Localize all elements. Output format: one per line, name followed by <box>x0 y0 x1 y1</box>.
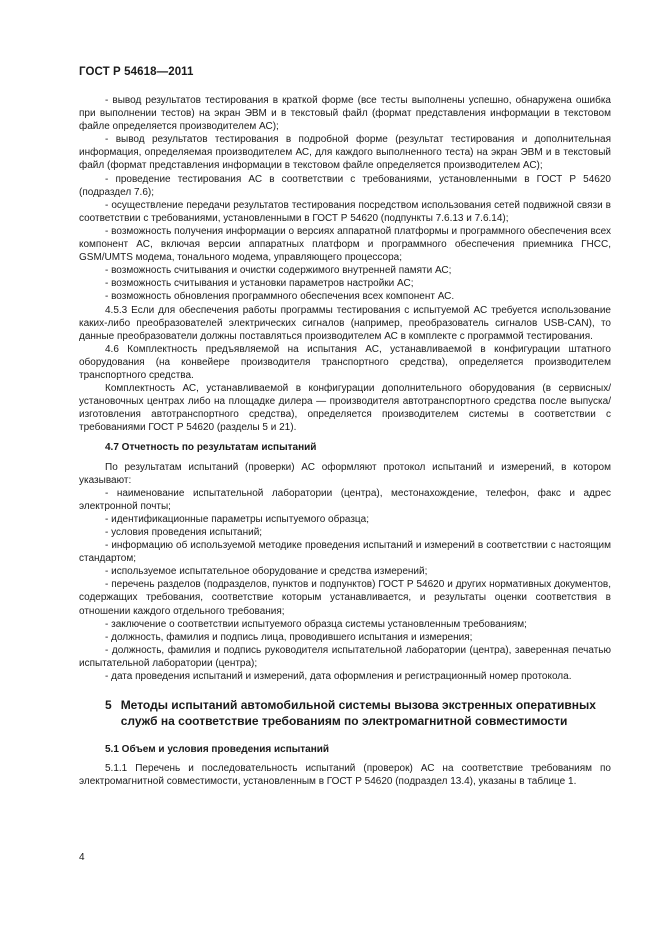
paragraph: - возможность обновления программного обеспечения всех компонент АС. <box>105 291 455 303</box>
paragraph: 4.6 Комплектность предъявляемой на испытания АС, устанавливаемой в конфигурации штатного оборудования (на конвейере производителя транспортного средства), определяется производителем транспортного средства. <box>79 343 611 381</box>
section-number: 5 <box>105 698 112 713</box>
paragraph: - заключение о соответствии испытуемого образца системы установленным требованиям; <box>105 618 527 630</box>
paragraph: - проведение тестирования АС в соответствии с требованиями, установленными в ГОСТ Р 54620 (подраздел 7.6); <box>79 173 611 198</box>
paragraph: - вывод результатов тестирования в краткой форме (все тесты выполнены успешно, обнаружена ошибка при выполнении тестов) на экран ЭВМ и в текстовый файл (формат представления информации в текстовом файле определяется производителем АС); <box>79 95 611 133</box>
paragraph: - должность, фамилия и подпись руководителя испытательной лаборатории (центра), заверенная печатью испытательной лаборатории (центра); <box>79 644 611 669</box>
paragraph: Комплектность АС, устанавливаемой в конфигурации дополнительного оборудования (в сервисных/установочных центрах либо на площадке дилера — производителя автотранспортного средства после выпуска/изготовления автотранспортного средства), определяется производителем системы в соответствии с требованиями ГОСТ Р 54620 (разделы 5 и 21). <box>79 383 611 434</box>
paragraph: - вывод результатов тестирования в подробной форме (результат тестирования и дополнительная информация, определяемая производителем АС, для каждого выполненного теста) на экран ЭВМ и в текстовый файл (формат представления информации в текстовом файле определяется производителем АС); <box>79 134 611 172</box>
paragraph: По результатам испытаний (проверки) АС оформляют протокол испытаний и измерений, в котором указывают: <box>79 461 611 486</box>
paragraph: 5.1.1 Перечень и последовательность испытаний (проверок) АС на соответствие требованиям по электромагнитной совместимости, установленным в ГОСТ Р 54620 (подраздел 13.4), указаны в таблице 1. <box>79 763 611 788</box>
document-header: ГОСТ Р 54618—2011 <box>79 66 194 78</box>
paragraph: 4.5.3 Если для обеспечения работы программы тестирования с испытуемой АС требуется использование каких-либо преобразователей электрических сигналов (например, преобразователь сигналов USB-CAN), то данные преобразователи должны поставляться производителем АС в комплекте с программой тестирования. <box>79 304 611 342</box>
paragraph: - перечень разделов (подразделов, пунктов и подпунктов) ГОСТ Р 54620 и других нормативных документов, содержащих требования, соответствие которым устанавливается, и результаты оценки соответствия в отношении каждого отдельного требования; <box>79 579 611 617</box>
page-body <box>79 94 611 788</box>
subsection-heading: 5.1 Объем и условия проведения испытаний <box>105 744 330 756</box>
paragraph: - возможность считывания и очистки содержимого внутренней памяти АС; <box>105 265 452 277</box>
paragraph: - возможность считывания и установки параметров настройки АС; <box>105 278 414 290</box>
paragraph: - идентификационные параметры испытуемого образца; <box>105 513 369 525</box>
subsection-heading: 4.7 Отчетность по результатам испытаний <box>105 442 317 454</box>
paragraph: - условия проведения испытаний; <box>105 527 263 538</box>
paragraph: - возможность получения информации о версиях аппаратной платформы и программного обеспечения всех компонент АС, включая версии аппаратных платформ и программного обеспечения приемника ГНСС, GSM/UMTS модема, тонального модема, управляющего процессора; <box>79 225 611 264</box>
section-heading <box>79 698 611 729</box>
paragraph: - наименование испытательной лаборатории (центра), местонахождение, телефон, факс и адрес электронной почты; <box>79 487 611 512</box>
paragraph: - должность, фамилия и подпись лица, проводившего испытания и измерения; <box>105 631 473 643</box>
section-title: Методы испытаний автомобильной системы вызова экстренных оперативных служб на соответствие требованиям по электромагнитной совместимости <box>120 698 596 728</box>
paragraph: - используемое испытательное оборудование и средства измерений; <box>105 566 428 578</box>
paragraph: - осуществление передачи результатов тестирования посредством использования сетей подвижной связи в соответствии с требованиями, установленными в ГОСТ Р 54620 (подпункты 7.6.13 и 7.6.14); <box>79 199 611 224</box>
page-number: 4 <box>79 852 85 863</box>
paragraph: - информацию об используемой методике проведения испытаний и измерений в соответствии с настоящим стандартом; <box>79 540 611 565</box>
paragraph: - дата проведения испытаний и измерений, дата оформления и регистрационный номер протокола. <box>105 671 572 683</box>
